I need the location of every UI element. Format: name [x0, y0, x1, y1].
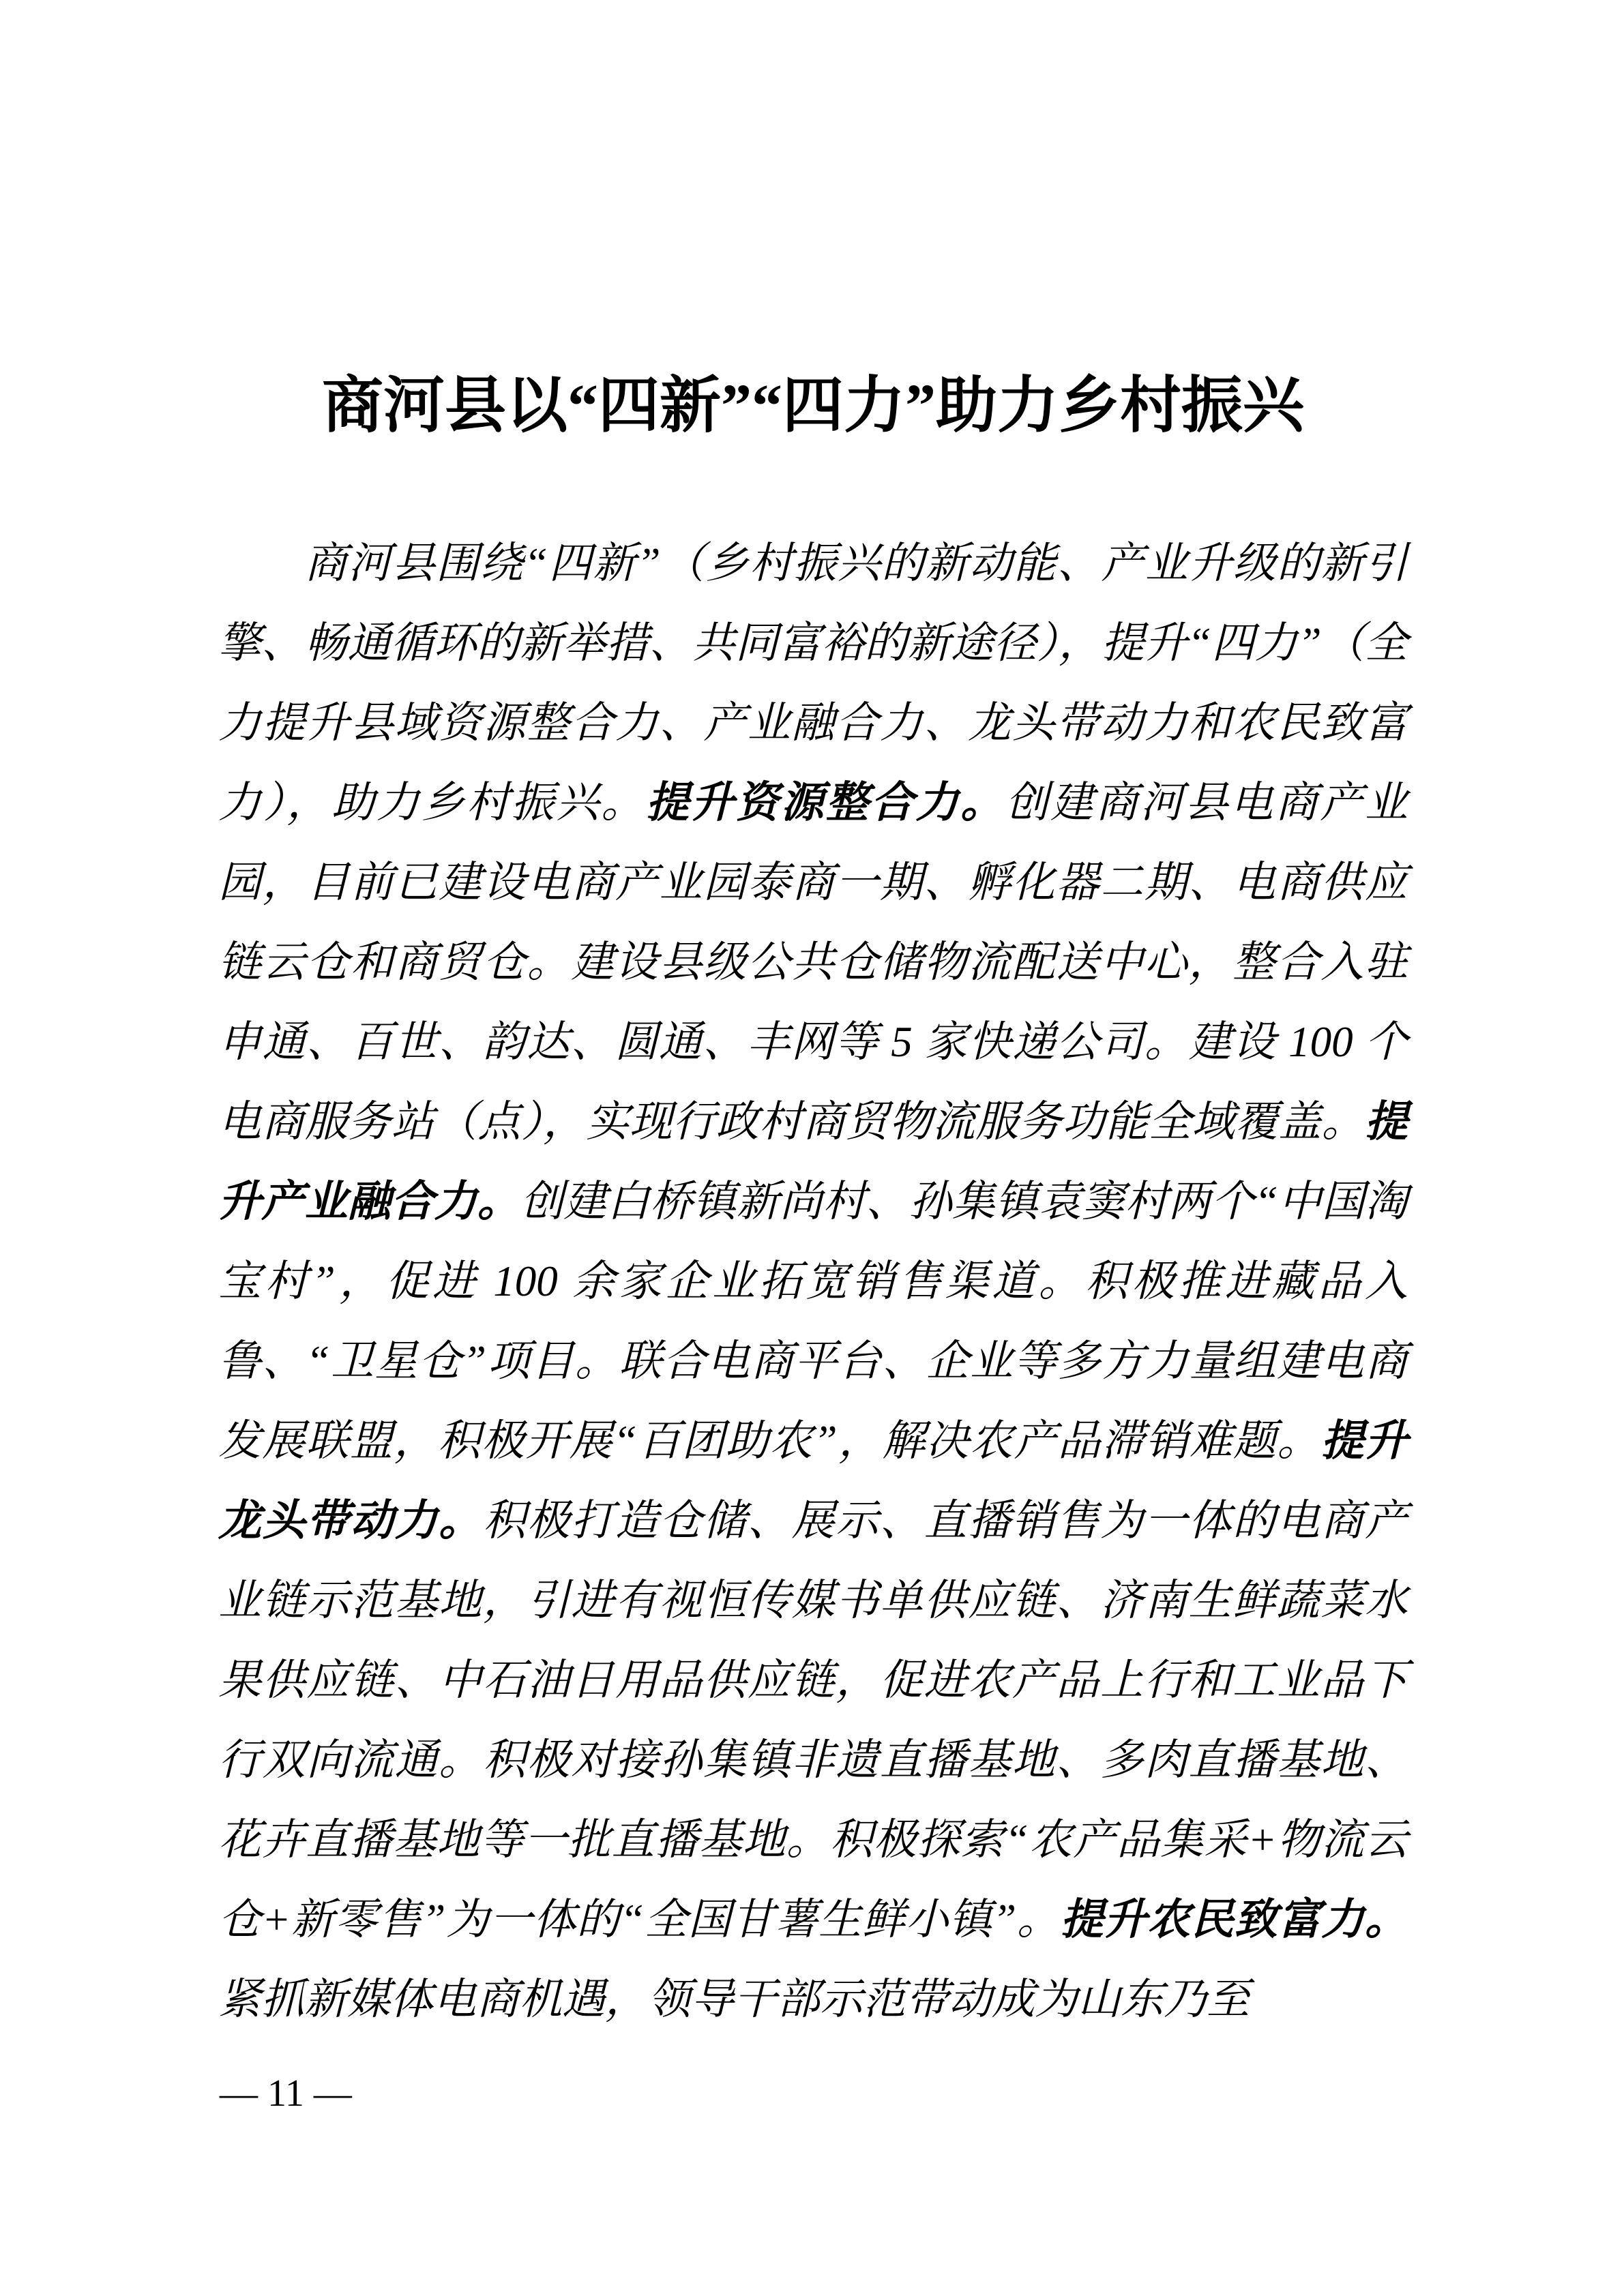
- body-text: 创建商河县电商产业园，目前已建设电商产业园泰商一期、孵化器二期、电商供应链云仓和商贸仓。建设县级公共仓储物流配送中心，整合入驻申通、百世、韵达、圆通、丰网等 5 家快递公司。建设 100 个电商服务站（点），实现行政村商贸物流服务功能全域覆盖。: [218, 779, 1408, 1146]
- body-text: 紧抓新媒体电商机遇，领导干部示范带动成为山东乃至: [218, 1976, 1250, 2023]
- body-paragraph: [218, 524, 1408, 2040]
- body-text: 创建白桥镇新尚村、孙集镇袁窦村两个“中国淘宝村”，促进 100 余家企业拓宽销售渠道。积极推进藏品入鲁、“卫星仓”项目。联合电商平台、企业等多方力量组建电商发展联盟，积极开展“百团助农”，解决农产品滞销难题。: [218, 1178, 1408, 1465]
- body-text: 商河县围绕“四新”（乡村振兴的新动能、产业升级的新引擎、畅通循环的新举措、共同富裕的新途径），提升“四力”（全力提升县域资源整合力、产业融合力、龙头带动力和农民致富力），助力乡村振兴。: [218, 539, 1408, 826]
- body-emphasis-text: 提升农民致富力。: [1060, 1896, 1408, 1943]
- body-emphasis-text: 提升资源整合力。: [646, 779, 1006, 826]
- page-number: — 11 —: [220, 2072, 352, 2115]
- body-emphasis-text: 提升龙头带动力。: [218, 1417, 1408, 1545]
- body-text: 积极打造仓储、展示、直播销售为一体的电商产业链示范基地，引进有视恒传媒书单供应链、济南生鲜蔬菜水果供应链、中石油日用品供应链，促进农产品上行和工业品下行双向流通。积极对接孙集镇非遗直播基地、多肉直播基地、花卉直播基地等一批直播基地。积极探索“农产品集采+物流云仓+新零售”为一体的“全国甘薯生鲜小镇”。: [218, 1497, 1408, 1943]
- body-emphasis-text: 提升产业融合力。: [218, 1098, 1408, 1225]
- page-title: 商河县以“四新”“四力”助力乡村振兴: [322, 372, 1304, 440]
